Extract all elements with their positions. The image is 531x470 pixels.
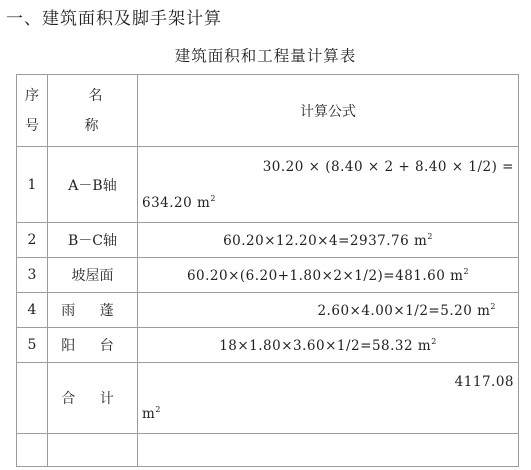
row-name: A－B轴 <box>48 147 138 223</box>
calculation-table <box>16 74 519 467</box>
empty-cell <box>138 434 519 467</box>
row-no: 4 <box>17 293 48 328</box>
total-unit <box>142 396 514 428</box>
header-no-line1: 序 <box>25 87 39 104</box>
table-row <box>17 258 519 293</box>
formula-line1: 30.20 × (8.40 × 2 + 8.40 × 1/2) = <box>262 158 514 175</box>
row-formula <box>138 293 519 328</box>
table-total-row <box>17 363 519 434</box>
row-formula <box>138 363 519 434</box>
formula-text: 60.20×12.20×4=2937.76 m <box>223 232 428 249</box>
header-name-cell <box>48 75 138 147</box>
unit-superscript: 2 <box>427 231 433 241</box>
row-formula <box>138 328 519 363</box>
unit-superscript: 2 <box>463 266 470 276</box>
table-empty-row <box>17 434 519 467</box>
table-header-row <box>17 75 519 147</box>
row-name: 坡屋面 <box>48 258 138 293</box>
table-row <box>17 293 519 328</box>
section-heading: 一、建筑面积及脚手架计算 <box>6 9 222 29</box>
header-no-cell <box>17 75 48 147</box>
row-no: 1 <box>17 147 48 223</box>
row-name: 雨 蓬 <box>48 293 138 328</box>
row-no: 2 <box>17 223 48 258</box>
formula-text: 2.60×4.00×1/2=5.20 m <box>317 302 491 319</box>
row-no <box>17 363 48 434</box>
unit-superscript: 2 <box>490 301 496 311</box>
table-title: 建筑面积和工程量计算表 <box>174 47 357 65</box>
row-no: 5 <box>17 328 48 363</box>
row-name: B－C轴 <box>48 223 138 258</box>
header-formula-cell: 计算公式 <box>138 75 519 147</box>
table-row <box>17 223 519 258</box>
unit-superscript: 2 <box>210 193 216 203</box>
empty-cell <box>48 434 138 467</box>
header-name-line2: 称 <box>84 117 101 134</box>
table-row <box>17 147 519 223</box>
row-name: 阳 台 <box>48 328 138 363</box>
unit-superscript: 2 <box>431 336 437 346</box>
header-no-line2: 号 <box>25 117 39 134</box>
formula-text: 60.20×(6.20+1.80×2×1/2)=481.60 m <box>186 267 464 284</box>
unit-superscript: 2 <box>155 405 161 414</box>
empty-cell <box>17 434 48 467</box>
table-row <box>17 328 519 363</box>
formula-text: 18×1.80×3.60×1/2=58.32 m <box>219 337 432 354</box>
row-formula <box>138 258 519 293</box>
total-value: 4117.08 <box>454 374 514 390</box>
header-name-line1: 名 <box>88 87 105 104</box>
row-name: 合 计 <box>48 363 138 434</box>
row-formula <box>138 147 519 223</box>
formula-line2 <box>142 183 514 219</box>
unit-text: m <box>142 406 156 422</box>
formula-result: 634.20 m <box>142 194 211 211</box>
row-formula <box>138 223 519 258</box>
row-no: 3 <box>17 258 48 293</box>
